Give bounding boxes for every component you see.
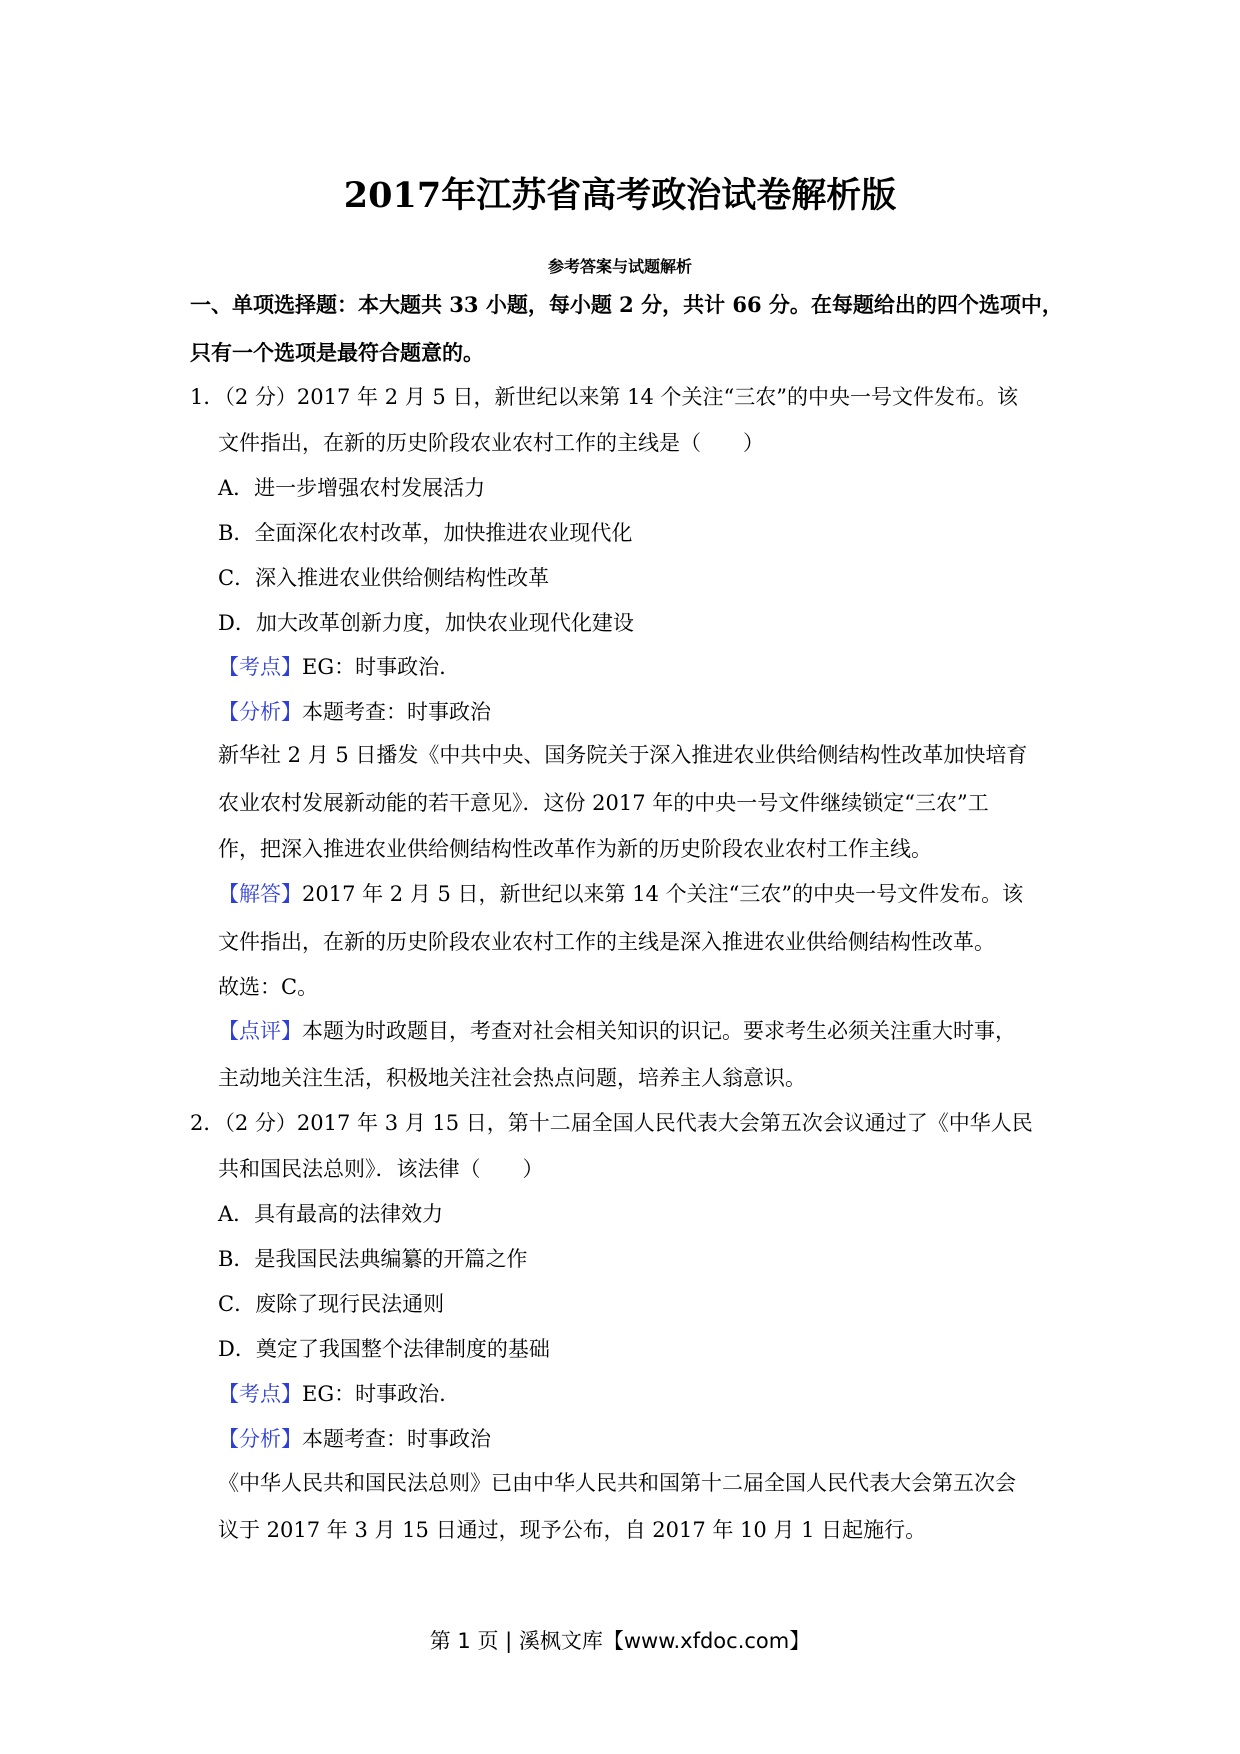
q1-dianping-line2: 主动地关注生活，积极地关注社会热点问题，培养主人翁意识。 — [218, 1066, 806, 1090]
q2-option-a: A．具有最高的法律效力 — [218, 1202, 444, 1226]
fenxi-text: 本题考查：时事政治 — [302, 1427, 491, 1451]
q2-option-c: C．废除了现行民法通则 — [218, 1292, 445, 1316]
q1-option-d: D．加大改革创新力度，加快农业现代化建设 — [218, 611, 634, 635]
q1-jieda — [218, 882, 1023, 907]
q1-kaodian — [218, 655, 446, 680]
q1-fenxi-line4: 作，把深入推进农业供给侧结构性改革作为新的历史阶段农业农村工作主线。 — [218, 837, 932, 861]
q1-stem-line1: 1．（2 分）2017 年 2 月 5 日，新世纪以来第 14 个关注“三农”的中央一号文件发布。该 — [190, 385, 1018, 409]
jieda-text: 2017 年 2 月 5 日，新世纪以来第 14 个关注“三农”的中央一号文件发布。该 — [302, 882, 1024, 906]
q1-stem-line2: 文件指出，在新的历史阶段农业农村工作的主线是（ ） — [218, 431, 764, 455]
jieda-tag: 【解答】 — [218, 882, 302, 906]
q2-stem-line2: 共和国民法总则》．该法律（ ） — [218, 1157, 544, 1181]
q1-option-a: A．进一步增强农村发展活力 — [218, 476, 486, 500]
q2-option-b: B．是我国民法典编纂的开篇之作 — [218, 1247, 528, 1271]
kaodian-tag: 【考点】 — [218, 655, 302, 679]
fenxi-tag: 【分析】 — [218, 700, 302, 724]
q1-fenxi-line3: 农业农村发展新动能的若干意见》．这份 2017 年的中央一号文件继续锁定“三农”工 — [218, 791, 989, 815]
kaodian-text: EG：时事政治. — [302, 1382, 446, 1406]
q1-jieda-line3: 故选：C。 — [218, 975, 319, 999]
q1-option-c: C．深入推进农业供给侧结构性改革 — [218, 566, 550, 590]
page-footer: 第 1 页 | 溪枫文库【www.xfdoc.com】 — [429, 1629, 811, 1653]
fenxi-text: 本题考查：时事政治 — [302, 700, 491, 724]
q2-fenxi-line3: 议于 2017 年 3 月 15 日通过，现予公布，自 2017 年 10 月 1 日起施行。 — [218, 1518, 927, 1542]
q2-option-d: D．奠定了我国整个法律制度的基础 — [218, 1337, 550, 1361]
fenxi-tag: 【分析】 — [218, 1427, 302, 1451]
q1-fenxi — [218, 700, 491, 725]
q1-option-b: B．全面深化农村改革，加快推进农业现代化 — [218, 521, 633, 545]
q1-jieda-line2: 文件指出，在新的历史阶段农业农村工作的主线是深入推进农业供给侧结构性改革。 — [218, 930, 995, 954]
document-title: 2017年江苏省高考政治试卷解析版 — [343, 175, 897, 216]
document-subtitle: 参考答案与试题解析 — [547, 257, 692, 276]
dianping-text: 本题为时政题目，考查对社会相关知识的识记。要求考生必须关注重大时事， — [302, 1019, 1016, 1043]
section-heading-line1: 一、单项选择题：本大题共 33 小题，每小题 2 分，共计 66 分。在每题给出的四个选项中， — [190, 292, 1063, 317]
q1-dianping — [218, 1019, 1016, 1044]
kaodian-text: EG：时事政治. — [302, 655, 446, 679]
q2-fenxi — [218, 1427, 491, 1452]
kaodian-tag: 【考点】 — [218, 1382, 302, 1406]
section-heading-line2: 只有一个选项是最符合题意的。 — [190, 340, 484, 365]
q2-kaodian — [218, 1382, 446, 1407]
q2-fenxi-line2: 《中华人民共和国民法总则》已由中华人民共和国第十二届全国人民代表大会第五次会 — [218, 1471, 1016, 1495]
q1-fenxi-line2: 新华社 2 月 5 日播发《中共中央、国务院关于深入推进农业供给侧结构性改革加快培育 — [218, 743, 1028, 767]
q2-stem-line1: 2．（2 分）2017 年 3 月 15 日，第十二届全国人民代表大会第五次会议通过了《中华人民 — [190, 1111, 1033, 1135]
dianping-tag: 【点评】 — [218, 1019, 302, 1043]
